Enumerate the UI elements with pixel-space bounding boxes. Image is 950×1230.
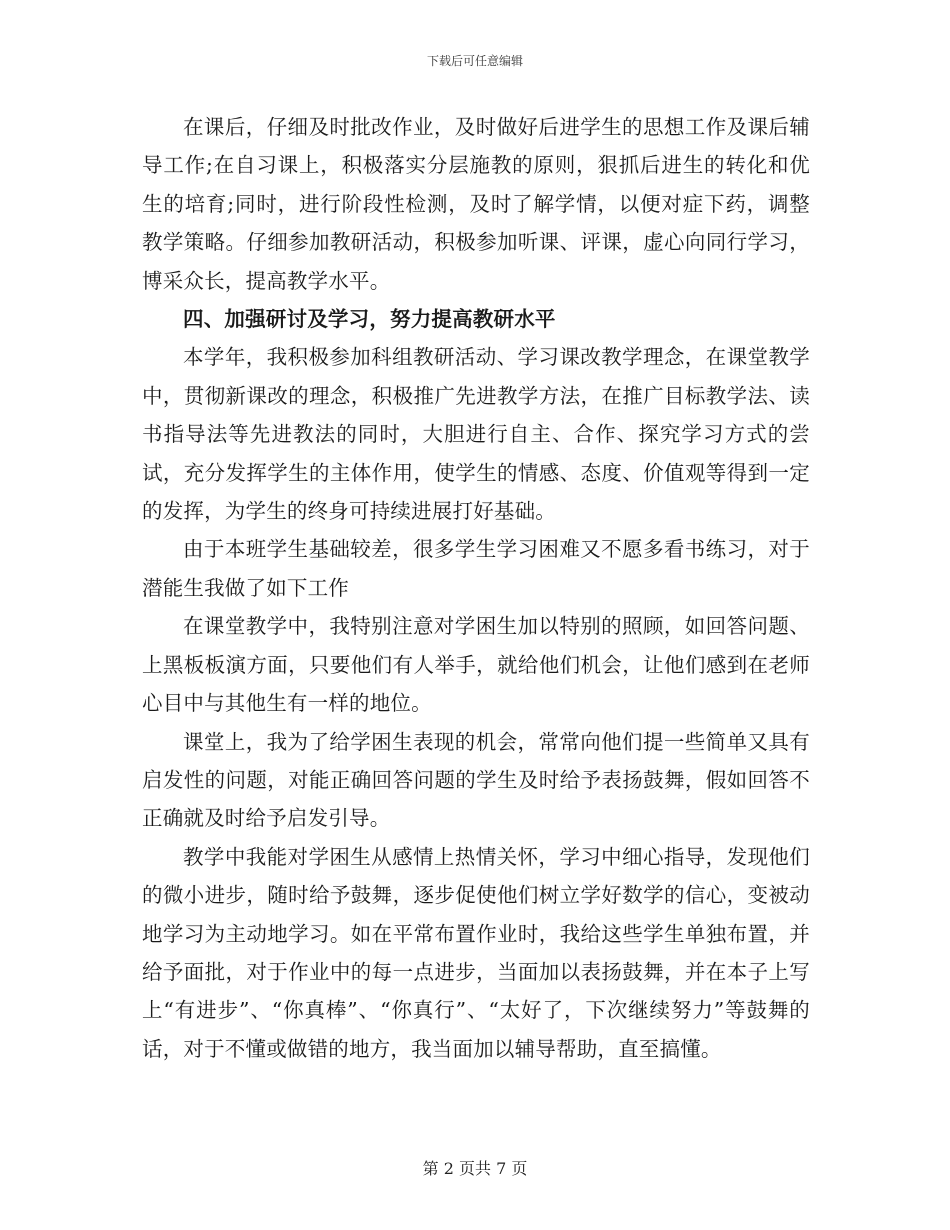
page-number: 第 2 页共 7 页 [422, 1159, 528, 1178]
paragraph-research: 本学年，我积极参加科组教研活动、学习课改教学理念，在课堂教学中，贯彻新课改的理念，积极推广先进教学方法，在推广目标教学法、读书指导法等先进教法的同时，大胆进行自主、合作、探究学习方式的尝试，充分发挥学生的主体作用，使学生的情感、态度、价值观等得到一定的发挥，为学生的终身可持续进展打好基础。 [142, 345, 810, 524]
page-header: 下载后可任意编辑 [426, 54, 523, 68]
paragraph-after-class: 在课后，仔细及时批改作业，及时做好后进学生的思想工作及课后辅导工作;在自习课上，积极落实分层施教的原则，狠抓后进生的转化和优生的培育;同时，进行阶段性检测，及时了解学情，以便对症下药，调整教学策略。仔细参加教研活动，积极参加听课、评课，虚心向同行学习，博采众长，提高教学水平。 [142, 115, 810, 293]
paragraph-questions: 课堂上，我为了给学困生表现的机会，常常向他们提一些简单又具有启发性的问题，对能正确回答问题的学生及时给予表扬鼓舞，假如回答不正确就及时给予启发引导。 [142, 729, 810, 831]
paragraph-classroom-care: 在课堂教学中，我特别注意对学困生加以特别的照顾，如回答问题、上黑板板演方面，只要他们有人举手，就给他们机会，让他们感到在老师心目中与其他生有一样的地位。 [142, 614, 810, 716]
paragraph-encouragement: 教学中我能对学困生从感情上热情关怀，学习中细心指导，发现他们的微小进步，随时给予鼓舞，逐步促使他们树立学好数学的信心，变被动地学习为主动地学习。如在平常布置作业时，我给这些学生单独布置，并给予面批，对于作业中的每一点进步，当面加以表扬鼓舞，并在本子上写上“有进步”、“你真棒”、“你真行”、“太好了，下次继续努力”等鼓舞的话，对于不懂或做错的地方，我当面加以辅导帮助，直至搞懂。 [142, 844, 810, 1061]
section-heading: 四、加强研讨及学习，努力提高教研水平 [183, 307, 556, 332]
paragraph-class-basis: 由于本班学生基础较差，很多学生学习困难又不愿多看书练习，对于潜能生我做了如下工作 [142, 537, 810, 600]
document-body [142, 108, 810, 1068]
